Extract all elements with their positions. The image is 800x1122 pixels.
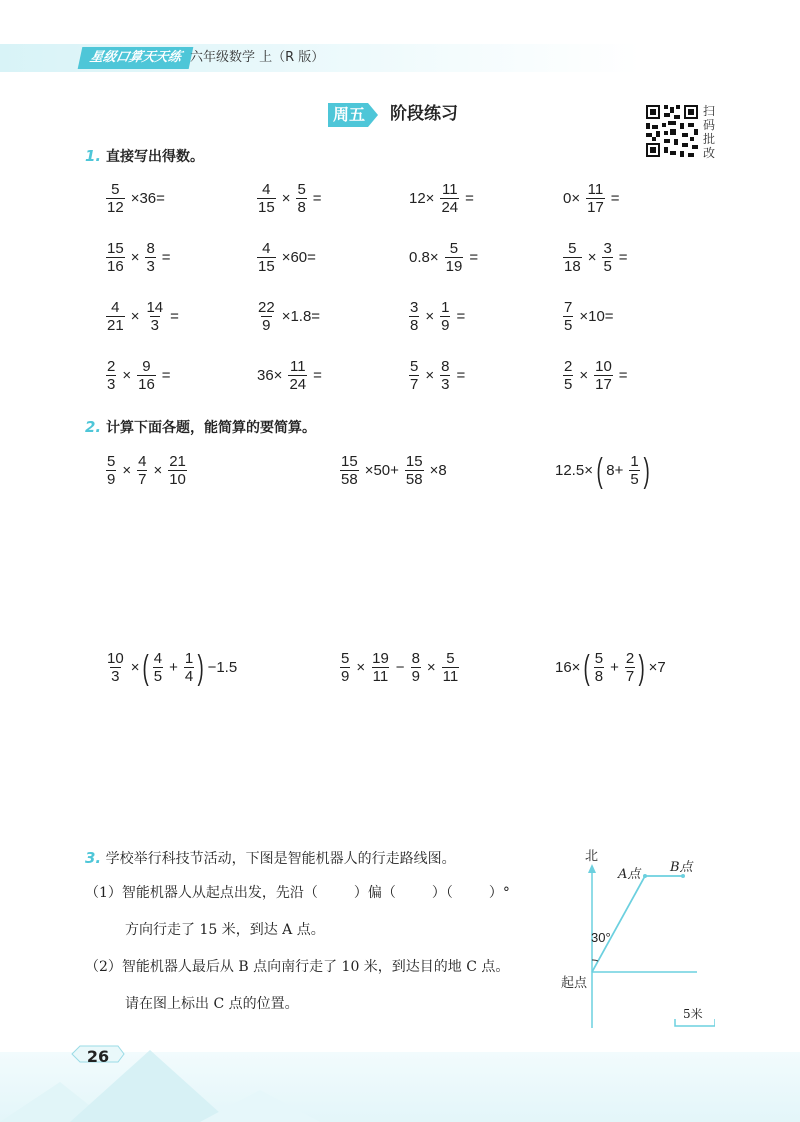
denominator: 18 (564, 258, 581, 275)
question2-line2: 请在图上标出 C 点的位置。 (125, 996, 299, 1012)
denominator: 5 (564, 317, 573, 334)
denominator: 15 (258, 199, 275, 216)
operator-text: + (169, 659, 178, 676)
fraction (137, 453, 147, 488)
denominator: 8 (410, 317, 419, 334)
denominator: 5 (564, 376, 573, 393)
numerator: 5 (568, 240, 577, 257)
operator-text: × (579, 367, 589, 384)
section2-number: 2. (85, 418, 102, 436)
section2-heading (85, 417, 316, 438)
operator-text: 8+ (606, 462, 624, 479)
question1-line1 (85, 883, 510, 903)
operator-text: = (161, 249, 171, 266)
fraction (563, 240, 582, 275)
denominator: 5 (153, 668, 163, 685)
operator-text: × (425, 308, 435, 325)
numerator: 3 (603, 240, 612, 257)
denominator: 4 (184, 668, 194, 685)
exercise-r1-c4 (560, 181, 623, 216)
operator-text: −1.5 (207, 659, 238, 676)
point-a-dot (643, 874, 647, 878)
numerator: 3 (410, 299, 419, 316)
fraction (106, 650, 125, 685)
numerator: 1 (184, 650, 194, 667)
operator-text: × (122, 367, 132, 384)
q1-part-b: ）偏（ (353, 885, 396, 901)
exercise-r1-c2 (254, 181, 325, 216)
fraction (440, 181, 459, 216)
angle-label: 30° (591, 930, 611, 945)
denominator: 5 (603, 258, 612, 275)
section3-intro: 学校举行科技节活动，下图是智能机器人的行走路线图。 (105, 851, 456, 867)
fraction (145, 299, 164, 334)
point-a-label: A点 (618, 867, 641, 882)
numerator: 15 (107, 240, 124, 257)
fraction (563, 358, 573, 393)
path-origin-to-a (592, 876, 645, 972)
operator-text: × (153, 462, 163, 479)
denominator: 8 (594, 668, 604, 685)
denominator: 9 (411, 668, 420, 685)
exercise-r1-c3 (406, 181, 477, 216)
numerator: 2 (564, 358, 573, 375)
denominator: 11 (372, 668, 389, 685)
calc-problem-1 (103, 453, 190, 488)
exercise-r3-c4 (560, 299, 617, 334)
numerator: 2 (107, 358, 116, 375)
denominator: 17 (587, 199, 604, 216)
numerator: 5 (107, 453, 116, 470)
fraction (563, 299, 573, 334)
operator-text: ×50+ (364, 462, 399, 479)
operator-text: × (587, 249, 597, 266)
numerator: 5 (449, 240, 459, 257)
exercise-r3-c2 (254, 299, 323, 334)
denominator: 7 (410, 376, 419, 393)
numerator: 11 (290, 358, 306, 375)
denominator: 3 (146, 258, 155, 275)
fraction (411, 650, 421, 685)
operator-text: × (425, 367, 435, 384)
denominator: 5 (630, 471, 639, 488)
denominator: 11 (442, 668, 459, 685)
exercise-r2-c2 (254, 240, 319, 275)
fraction (371, 650, 390, 685)
scale-label: 5米 (683, 1007, 703, 1021)
numerator: 21 (169, 453, 186, 470)
q1-part-c: ）（ (431, 885, 453, 901)
numerator: 7 (564, 299, 573, 316)
fraction (106, 240, 125, 275)
operator-text: × (122, 462, 132, 479)
denominator: 7 (138, 471, 147, 488)
operator-text: ×36= (130, 190, 165, 207)
fraction (602, 240, 612, 275)
operator-text: = (456, 367, 466, 384)
fraction (106, 358, 116, 393)
left-paren: ( (584, 648, 591, 687)
operator-text: × (130, 249, 140, 266)
right-paren: ) (638, 648, 646, 687)
numerator: 8 (146, 240, 155, 257)
denominator: 24 (289, 376, 307, 393)
fraction (594, 358, 613, 393)
operator-text: = (161, 367, 171, 384)
north-label: 北 (585, 849, 599, 864)
operator-text: 36× (257, 367, 283, 384)
operator-text: = (465, 190, 474, 207)
book-title: 六年级数学 上（R 版） (190, 50, 325, 65)
left-paren: ( (143, 648, 150, 687)
fraction (137, 358, 156, 393)
operator-text: = (618, 367, 628, 384)
denominator: 17 (595, 376, 612, 393)
exercise-r4-c2 (254, 358, 325, 393)
denominator: 16 (107, 258, 124, 275)
operator-text: × (426, 659, 436, 676)
operator-text: ×10= (579, 308, 614, 325)
fraction (594, 650, 604, 685)
denominator: 9 (107, 471, 116, 488)
numerator: 4 (153, 650, 163, 667)
denominator: 24 (441, 199, 459, 216)
section3-number: 3. (85, 849, 102, 867)
fraction (625, 650, 635, 685)
numerator: 11 (442, 181, 458, 198)
fraction (184, 650, 194, 685)
right-paren: ) (197, 648, 205, 687)
denominator: 12 (107, 199, 124, 216)
numerator: 4 (138, 453, 147, 470)
fraction (257, 181, 276, 216)
numerator: 1 (441, 299, 450, 316)
denominator: 7 (625, 668, 635, 685)
operator-text: 12× (409, 190, 435, 207)
fraction (340, 650, 350, 685)
numerator: 5 (410, 358, 419, 375)
fraction (405, 453, 424, 488)
section1-instruction: 直接写出得数。 (106, 149, 205, 165)
operator-text: ×8 (429, 462, 447, 479)
denominator: 10 (169, 471, 186, 488)
numerator: 5 (341, 650, 350, 667)
numerator: 19 (372, 650, 389, 667)
qr-label: 扫码批改 (703, 104, 716, 160)
numerator: 5 (446, 650, 455, 667)
fraction (440, 299, 450, 334)
fraction (145, 240, 155, 275)
denominator: 58 (405, 471, 423, 488)
numerator: 2 (625, 650, 635, 667)
numerator: 1 (630, 453, 639, 470)
fraction (440, 358, 450, 393)
operator-text: = (456, 308, 466, 325)
denominator: 3 (107, 376, 116, 393)
origin-label: 起点 (561, 976, 588, 991)
operator-text: ×1.8= (281, 308, 321, 325)
numerator: 4 (262, 181, 271, 198)
denominator: 3 (111, 668, 120, 685)
fraction (257, 299, 276, 334)
section1-heading (85, 146, 204, 167)
fraction (442, 650, 460, 685)
denominator: 9 (262, 317, 271, 334)
numerator: 9 (142, 358, 151, 375)
fraction (288, 358, 307, 393)
denominator: 3 (441, 376, 450, 393)
denominator: 21 (107, 317, 124, 334)
calc-problem-2 (337, 453, 450, 488)
operator-text: ×7 (648, 659, 666, 676)
fraction (340, 453, 359, 488)
numerator: 10 (595, 358, 612, 375)
numerator: 14 (146, 299, 164, 316)
exercise-r2-c1 (103, 240, 174, 275)
exercise-r1-c1 (103, 181, 168, 216)
denominator: 9 (341, 668, 350, 685)
numerator: 5 (297, 181, 306, 198)
right-paren: ) (643, 451, 650, 490)
operator-text: × (356, 659, 366, 676)
calc-problem-6 (552, 650, 669, 685)
section1-number: 1. (85, 147, 102, 165)
operator-text: 0× (563, 190, 581, 207)
fraction (629, 453, 639, 488)
series-tag: 星级口算天天练 (78, 47, 194, 69)
exercise-r3-c3 (406, 299, 468, 334)
exercise-r4-c3 (406, 358, 468, 393)
operator-text: ×60= (281, 249, 316, 266)
section3-intro-line (85, 848, 456, 869)
numerator: 4 (111, 299, 120, 316)
numerator: 5 (111, 181, 120, 198)
operator-text: − (395, 659, 405, 676)
operator-text: × (281, 190, 291, 207)
calc-problem-5 (337, 650, 462, 685)
denominator: 15 (258, 258, 275, 275)
north-arrow-icon (588, 864, 596, 873)
fraction (153, 650, 163, 685)
numerator: 10 (107, 650, 124, 667)
fraction (106, 453, 116, 488)
exercise-r2-c4 (560, 240, 631, 275)
numerator: 4 (262, 240, 271, 257)
fraction (586, 181, 605, 216)
point-b-label: B点 (670, 860, 693, 875)
numerator: 8 (441, 358, 450, 375)
q1-part-a: （1）智能机器人从起点出发，先沿（ (85, 885, 318, 901)
fraction (257, 240, 276, 275)
denominator: 19 (445, 258, 463, 275)
fraction (445, 240, 464, 275)
operator-text: 12.5× (555, 462, 593, 479)
operator-text: × (130, 659, 140, 676)
calc-problem-4 (103, 650, 240, 685)
question2-line1: （2）智能机器人最后从 B 点向南行走了 10 米，到达目的地 C 点。 (85, 959, 510, 975)
qr-code-icon[interactable] (644, 103, 700, 159)
denominator: 58 (341, 471, 358, 488)
operator-text: = (610, 190, 620, 207)
numerator: 5 (594, 650, 604, 667)
exercise-r4-c4 (560, 358, 631, 393)
fraction (409, 358, 419, 393)
operator-text: + (610, 659, 619, 676)
fraction (296, 181, 306, 216)
operator-text: = (312, 190, 322, 207)
fraction (106, 299, 125, 334)
exercise-r2-c3 (406, 240, 481, 275)
angle-arc (592, 960, 598, 961)
operator-text: = (618, 249, 628, 266)
numerator: 22 (258, 299, 275, 316)
operator-text: = (313, 367, 322, 384)
numerator: 15 (405, 453, 423, 470)
page-title: 阶段练习 (390, 104, 458, 124)
denominator: 9 (441, 317, 450, 334)
fraction (106, 181, 125, 216)
exercise-r4-c1 (103, 358, 174, 393)
denominator: 8 (297, 199, 306, 216)
denominator: 3 (150, 317, 159, 334)
numerator: 8 (411, 650, 420, 667)
operator-text: = (469, 249, 479, 266)
section2-instruction: 计算下面各题，能简算的要简算。 (106, 420, 317, 436)
q1-part-d: ）° (488, 885, 510, 901)
numerator: 15 (341, 453, 358, 470)
left-paren: ( (596, 451, 603, 490)
fraction (168, 453, 187, 488)
operator-text: 0.8× (409, 249, 439, 266)
operator-text: = (170, 308, 179, 325)
numerator: 11 (587, 181, 604, 198)
operator-text: × (130, 308, 140, 325)
operator-text: 16× (555, 659, 581, 676)
exercise-r3-c1 (103, 299, 182, 334)
calc-problem-3 (552, 453, 650, 488)
fraction (409, 299, 419, 334)
question1-line2: 方向行走了 15 米，到达 A 点。 (125, 922, 325, 938)
route-diagram (555, 840, 715, 1040)
day-badge: 周五 (333, 105, 366, 124)
page-number: 26 (86, 1047, 110, 1066)
denominator: 16 (138, 376, 155, 393)
